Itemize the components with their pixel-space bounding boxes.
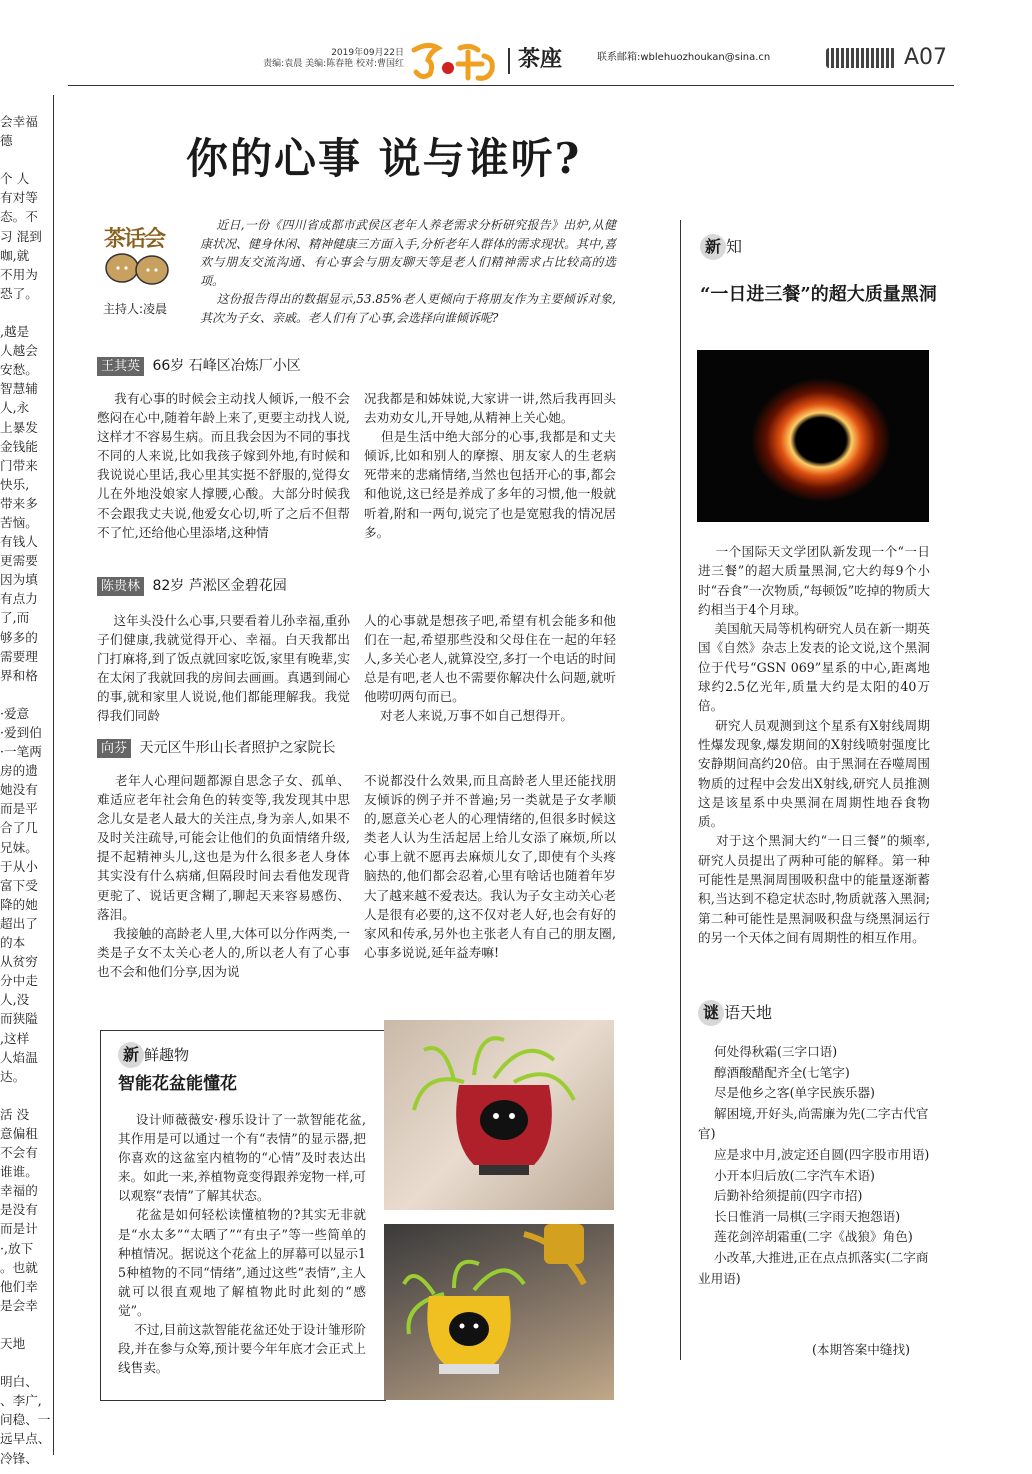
page-number: A07 [904,45,948,70]
science-badge: 新 [700,234,726,260]
left-strip-line: 恐了。 [0,285,38,301]
riddle-item: 解困境,开好头,尚需廉为先(二字古代官官) [698,1105,929,1142]
riddle-item: 莲花剑淬胡霜重(二字《战狼》角色) [698,1229,913,1245]
speaker-3-heading [97,738,335,758]
left-strip-line: 够多的 [0,629,38,645]
left-strip-divider [53,95,54,1455]
left-strip-line: 态。不 [0,209,38,225]
left-strip-line: 金钱能 [0,438,38,454]
contact-email: 联系邮箱:wblehuozhoukan@sina.cn [597,52,771,63]
left-strip-line: 的本 [0,935,26,951]
left-strip-line [0,1086,44,1105]
riddle-item: 长日惟消一局棋(三字雨天抱怨语) [698,1208,901,1224]
smart-pot-photo-red [384,1020,614,1210]
left-strip-line: 降的她 [0,896,38,912]
left-strip-line: 需要理 [0,648,38,664]
left-strip-line: 天地 [0,1336,26,1351]
novelty-badge: 新 [118,1042,144,1068]
left-strip-line: 、李广, [0,1393,42,1409]
left-strip-line: ,越是 [0,324,30,340]
left-strip-line: 人焰温 [0,1049,38,1065]
speaker-1-col-1: 我有心事的时候会主动找人倾诉,一般不会憋闷在心中,随着年龄上来了,更要主动找人说,这样才不容易生病。而且我会因为不同的事找不同的人来说,比如我孩子嫁到外地,有时候和我说说心里话,我心里其实挺不舒服的,觉得女儿在外地没娘家人撑腰,心酸。大部分时候我不会跟我丈夫说,他爱女心切,听了之后不但帮不了忙,还给他心里添堵,这种情 [97,391,350,540]
left-strip-line: 房的遗 [0,763,38,779]
left-strip-line: 而狭隘 [0,1011,38,1027]
left-strip-line: ·爱意 [0,705,30,721]
left-strip-line [0,303,44,322]
left-strip-line: 她没有 [0,782,38,798]
smart-pot-photo-yellow [384,1224,614,1400]
novelty-body: 设计师薇薇安·穆乐设计了一款智能花盆,其作用是可以通过一个有“表情”的显示器,把你喜欢的这盆室内植物的“心情”及时表达出来。如此一来,养植物竟变得跟养宠物一样,可以观察“表情”了解其状态。 花盆是如何轻松读懂植物的?其实无非就是“水太多”“太晒了”“有虫子”等一些简单的种植情况。据说这个花盆上的屏幕可以显示15种植物的不同“情绪”,通过这些“表情”,主人就可以很直观地了解植物此时此刻的“感觉”。 不过,目前这款智能花盆还处于设计雏形阶段,并在参与众筹,预计要今年年底才会正式上线售卖。 [118,1112,366,1376]
left-strip-line: 而是计 [0,1221,38,1237]
left-strip-line: ·,放下 [0,1240,34,1256]
left-strip-line: 会幸福 [0,114,38,129]
header-separator [508,48,510,74]
riddle-badge: 谜 [698,1000,724,1026]
host-name: 主持人:凌晨 [103,302,168,316]
riddle-item: 后勤补给须提前(四字市招) [698,1188,863,1204]
left-strip-line [0,685,44,704]
riddle-item: 小改革,大推进,正在点点抓落实(二字商业用语) [698,1249,929,1286]
riddle-note: (本期答案中缝找) [812,1342,910,1357]
left-strip-line: 冷锋、 [0,1450,38,1466]
left-strip-line: 从贫穷 [0,954,38,970]
science-label-text: 知 [726,237,743,256]
left-strip-line: 兄妹。 [0,839,38,855]
left-strip-line: 活 没 [0,1106,30,1122]
left-strip-line: 智慧辅 [0,381,38,397]
header-date: 2019年09月22日 [331,48,404,58]
left-strip-line: ·一笔两 [0,744,42,760]
left-strip-line: 明白、 [0,1374,38,1390]
left-strip-line: 远早点、 [0,1431,51,1447]
left-strip-line: 了,而 [0,610,30,626]
right-column-divider [680,220,681,1360]
speaker-2-meta: 82岁 芦淞区金碧花园 [152,578,287,594]
left-strip-line: 富下受 [0,877,38,893]
newspaper-logo-graphic [826,48,896,68]
black-hole-photo [697,350,929,522]
left-strip-line: 幸福的 [0,1183,38,1199]
left-strip-line: 不用为 [0,266,38,282]
tea-talk-title: 茶话会 [104,226,165,252]
speaker-3-col-1: 老年人心理问题都源自思念子女、孤单、难适应老年社会角色的转变等,我发现其中思念儿女是老人最大的关注点,身为亲人,如果不及时关注疏导,可能会让他们的负面情绪升级,提不起精神头儿,这也是为什么很多老人身体其实没有什么病痛,但隔段时间去看他发现背更驼了、说话更含糊了,聊起天来容易感伤、落泪。 我接触的高龄老人里,大体可以分作两类,一类是子女不太关心老人的,所以老人有了心事也不会和他们分享,因为说 [97,773,351,979]
left-strip-line: 他们幸 [0,1278,38,1294]
speaker-1-name: 王其英 [97,357,144,376]
header-meta [254,48,404,70]
left-strip-line: 人越会 [0,343,38,359]
black-hole-image [697,350,929,522]
yellow-smart-pot-image [384,1224,614,1400]
left-strip-line: 是会幸 [0,1297,38,1313]
intro-text: 近日,一份《四川省成都市武侯区老年人养老需求分析研究报告》出炉,从健康状况、健身休闲、精神健康三方面入手,分析老年人群体的需求现状。其中,喜欢与朋友交流沟通、有心事会与朋友聊天等是老人们精神需求占比较高的选项。 这份报告得出的数据显示,53.85%老人更倾向于将朋友作为主要倾诉对象,其次为子女、亲戚。老人们有了心事,会选择向谁倾诉呢? [200,218,616,325]
riddle-item: 醇酒酸醋配齐全(七笔字) [698,1064,850,1080]
riddle-item: 小开本归后放(二字汽车术语) [698,1167,875,1183]
left-strip-line: 不会有 [0,1145,38,1161]
left-strip-line: 而是平 [0,801,38,817]
left-strip-text [0,112,51,1468]
left-strip-line: 安愁。 [0,362,38,378]
header-rule [68,85,954,86]
left-strip-line: 因为填 [0,572,38,588]
left-strip-line: 达。 [0,1068,26,1084]
left-strip-line: 门带来 [0,457,38,473]
speaker-1-meta: 66岁 石峰区冶炼厂小区 [152,358,301,374]
speaker-3-name: 向芬 [97,739,131,758]
left-strip-line: 。也就 [0,1259,38,1275]
left-strip-line [0,1353,44,1372]
left-strip-line: 有点力 [0,591,38,607]
left-strip-line [0,150,44,169]
novelty-label-text: 鲜趣物 [144,1046,190,1064]
header-editors: 责编:袁晨 美编:陈春艳 校对:曹国红 [263,59,404,69]
riddle-item: 尽是他乡之客(单字民族乐器) [698,1085,875,1101]
speaker-1-heading [97,356,301,376]
left-strip-line: 人,永 [0,400,30,416]
riddle-label-text: 语天地 [724,1003,773,1022]
left-strip-line: 超出了 [0,915,38,931]
left-strip-line: 人,没 [0,992,30,1008]
riddle-list [698,1042,932,1289]
brand-logo [408,38,500,86]
left-strip-line: 谁谁。 [0,1164,38,1180]
riddle-item: 何处得秋霜(三字口语) [698,1044,838,1059]
speaker-1-col-2: 况我都是和姊妹说,大家讲一讲,然后我再回头去劝劝女儿,开导她,从精神上关心她。 但是生活中绝大部分的心事,我都是和丈夫倾诉,比如和别人的摩擦、朋友家人的生老病死带来的悲痛情绪,当然也包括开心的事,都会和他说,这已经是养成了多年的习惯,他一般就听着,附和一两句,说完了也是宽慰我的情况居多。 [364,391,616,540]
left-strip-line: 德 [0,133,13,149]
speaker-3-col-2: 不说都没什么效果,而且高龄老人里还能找朋友倾诉的例子并不普遍;另一类就是子女孝顺的,愿意关心老人的心理情绪的,但很多时候这类老人认为生活起居上给儿女添了麻烦,所以心事上就不愿再去麻烦儿女了,即使有个头疼脑热的,他们都会忍着,心里有啥话也随着年岁大了越来越不爱表达。我认为子女主动关心老人是很有必要的,这不仅对老人好,也会有好的家风和传承,另外也主张老人有自己的朋友圈,心事多说说,延年益寿嘛! [364,773,616,960]
riddle-item: 应是求中月,波定还自圆(四字股市用语) [698,1146,930,1162]
speaker-2-heading [97,576,287,596]
left-strip-line: 界和格 [0,667,38,683]
tea-talk-logo [100,222,190,288]
left-strip-line: ·爱到伯 [0,725,42,740]
left-strip-line: 有对等 [0,190,38,206]
left-strip-line: 习 混到 [0,228,42,244]
left-strip-line: ,这样 [0,1030,30,1046]
novelty-label [118,1042,189,1068]
speaker-2-name: 陈贵林 [97,577,144,596]
left-strip-line: 有钱人 [0,534,38,550]
left-strip-line: 合了几 [0,820,38,836]
novelty-box-top [100,1030,386,1031]
left-strip-line: 于从小 [0,858,38,874]
speaker-2-col-2: 人的心事就是想孩子吧,希望有机会能多和他们在一起,希望那些没和父母住在一起的年轻人,多关心老人,就算没空,多打一个电话的时间总是有吧,老人也不需要你解决什么问题,就听他唠叨两句而已。 对老人来说,万事不如自己想得开。 [364,613,616,724]
novelty-title: 智能花盆能懂花 [118,1074,237,1094]
science-title: “一日进三餐”的超大质量黑洞 [700,284,937,305]
section-title: 茶座 [518,47,563,72]
science-label [700,234,742,260]
novelty-box-bottom [100,1400,386,1401]
left-strip-line: 咖,就 [0,247,30,263]
left-strip-line: 上暴发 [0,419,38,435]
left-strip-line: 更需要 [0,553,38,569]
newspaper-logo [826,48,896,70]
left-strip-line: 意偏租 [0,1125,38,1141]
speaker-2-col-1: 这年头没什么心事,只要看着儿孙幸福,重孙子们健康,我就觉得开心、幸福。白天我都出门打麻将,到了饭点就回家吃饭,家里有晚辈,实在太闲了我就回我的房间去画画。真遇到闹心的事,就和家里人说说,他们都能理解我。我觉得我们同龄 [97,613,351,724]
left-strip-line: 问稳、一 [0,1412,51,1428]
left-strip-line [0,1315,44,1334]
brand-logo-graphic [408,38,500,86]
left-strip-line: 快乐, [0,476,30,492]
headline: 你的心事 说与谁听? [186,134,582,183]
left-strip-line: 苦恼。 [0,514,38,530]
left-strip-line: 个 人 [0,171,30,187]
speaker-3-meta: 天元区牛形山长者照护之家院长 [139,740,336,756]
left-strip-line: 是没有 [0,1202,38,1218]
science-body: 一个国际天文学团队新发现一个“一日进三餐”的超大质量黑洞,它大约每9个小时“吞食”一次物质,“每顿饭”吃掉的物质大约相当于4个月球。 美国航天局等机构研究人员在新一期英国《自然》杂志上发表的论文说,这个黑洞位于代号“GSN 069”星系的中心,距离地球约2.5亿光年,质量大约是太阳的40万倍。 研究人员观测到这个星系有X射线周期性爆发现象,爆发期间的X射线喷射强度比安静期间高约20倍。由于黑洞在吞噬周围物质的过程中会发出X射线,研究人员推测这是该星系中央黑洞在周期性地吞食物质。 对于这个黑洞大约“一日三餐”的频率,研究人员提出了两种可能的解释。第一种可能性是黑洞周围吸积盘中的能量逐渐蓄积,当达到不稳定状态时,物质就落入黑洞;第二种可能性是黑洞吸积盘与绕黑洞运行的另一个天体之间有周期性的相互作用。 [698,544,931,945]
riddle-label [698,1000,772,1026]
left-strip-line: 带来多 [0,495,38,511]
novelty-box-left [100,1030,101,1400]
left-strip-line: 分中走 [0,973,38,989]
red-smart-pot-image [384,1020,614,1210]
